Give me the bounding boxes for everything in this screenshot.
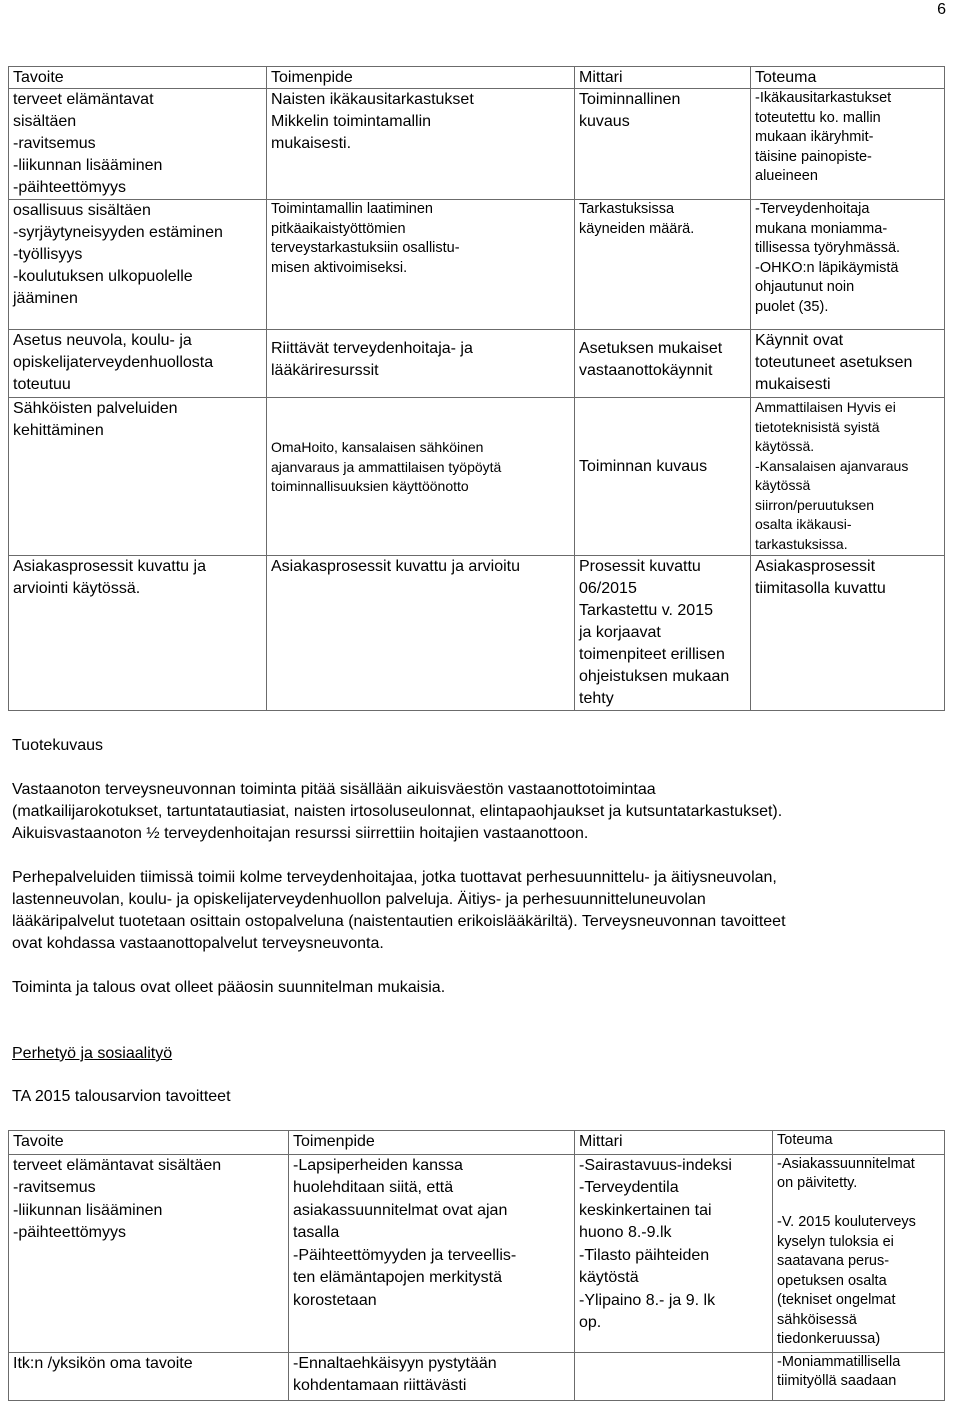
header-mittari: Mittari (575, 67, 751, 89)
table-row (9, 556, 945, 711)
paragraph: Vastaanoton terveysneuvonnan toiminta pitää sisällään aikuisväestön vastaanottotoimintaa (matkailijarokotukset, tartuntatautiasiat, naisten irtosoluseulonnat, elintapaohjaukset ja kutsuntatarkastukset). Aikuisvastaanoton ½ terveydenhoitajan resurssi siirrettiin hoitajien vastaanottoon. (12, 781, 783, 842)
cell-toteuma: -Ikäkausitarkastukset toteutettu ko. mallin mukaan ikäryhmit- täisine painopiste- alueineen (751, 89, 945, 200)
cell-mittari: Prosessit kuvattu 06/2015 Tarkastettu v. 2015 ja korjaavat toimenpiteet erillisen ohjeistuksen mukaan tehty (575, 556, 751, 711)
page-number: 6 (937, 1, 946, 18)
goals-table-1 (8, 66, 945, 711)
cell-toteuma: Käynnit ovat toteutuneet asetuksen mukaisesti (751, 330, 945, 398)
section-heading: Perhetyö ja sosiaalityö (12, 1045, 173, 1062)
cell-tavoite: terveet elämäntavat sisältäen -ravitsemus -liikunnan lisääminen -päihteettömyys (9, 89, 267, 200)
cell-mittari: Asetuksen mukaiset vastaanottokäynnit (575, 330, 751, 398)
table-row (9, 1154, 945, 1352)
cell-toimenpide: Asiakasprosessit kuvattu ja arvioitu (267, 556, 575, 711)
header-toteuma: Toteuma (773, 1131, 945, 1155)
paragraph: Toiminta ja talous ovat olleet pääosin suunnitelman mukaisia. (12, 979, 446, 996)
cell-tavoite: Itk:n /yksikön oma tavoite (9, 1352, 289, 1400)
cell-toimenpide: Naisten ikäkausitarkastukset Mikkelin toimintamallin mukaisesti. (267, 89, 575, 200)
cell-toimenpide: OmaHoito, kansalaisen sähköinen ajanvaraus ja ammattilaisen työpöytä toiminnallisuuksien käyttöönotto (267, 398, 575, 556)
subheading: TA 2015 talousarvion tavoitteet (12, 1088, 231, 1105)
cell-tavoite: terveet elämäntavat sisältäen -ravitsemus -liikunnan lisääminen -päihteettömyys (9, 1154, 289, 1352)
cell-tavoite: osallisuus sisältäen -syrjäytyneisyyden estäminen -työllisyys -koulutuksen ulkopuolelle jääminen (9, 200, 267, 330)
header-toimenpide: Toimenpide (267, 67, 575, 89)
cell-mittari: Toiminnan kuvaus (575, 398, 751, 556)
cell-toimenpide: -Ennaltaehkäisyyn pystytään kohdentamaan riittävästi (289, 1352, 575, 1400)
header-tavoite: Tavoite (9, 1131, 289, 1155)
cell-toimenpide: -Lapsiperheiden kanssa huolehditaan siitä, että asiakassuunnitelmat ovat ajan tasalla -Päihteettömyyden ja terveellis- ten elämäntapojen merkitystä korostetaan (289, 1154, 575, 1352)
header-toteuma: Toteuma (751, 67, 945, 89)
paragraph: Perhepalveluiden tiimissä toimii kolme terveydenhoitajaa, jotka tuottavat perhesuunnittelu- ja äitiysneuvolan, lastenneuvolan, koulu- ja opiskelijaterveydenhuollon palveluja. Äitiys- ja perhesuunnitteluneuvolan lääkäripalvelut tuotetaan osittain ostopalveluna (naistentautien erikoislääkäriltä). Terveysneuvonnan tavoitteet ovat kohdassa vastaanottopalvelut terveysneuvonta. (12, 869, 786, 952)
cell-toteuma: -Terveydenhoitaja mukana moniamma- tillisessa työryhmässä. -OHKO:n läpikäymistä ohjautunut noin puolet (35). (751, 200, 945, 330)
cell-toteuma: -Moniammatillisella tiimityöllä saadaan (773, 1352, 945, 1400)
table-header-row (9, 67, 945, 89)
table-row (9, 200, 945, 330)
header-tavoite: Tavoite (9, 67, 267, 89)
cell-tavoite: Sähköisten palveluiden kehittäminen (9, 398, 267, 556)
cell-tavoite: Asiakasprosessit kuvattu ja arviointi käytössä. (9, 556, 267, 711)
cell-toimenpide: Riittävät terveydenhoitaja- ja lääkäriresurssit (267, 330, 575, 398)
cell-toteuma: -Asiakassuunnitelmat on päivitetty. -V. 2015 kouluterveys kyselyn tuloksia ei saatavana perus- opetuksen osalta (tekniset ongelmat sähköisessä tiedonkeruussa) (773, 1154, 945, 1352)
table-row (9, 330, 945, 398)
table-row (9, 89, 945, 200)
section-title: Tuotekuvaus (12, 737, 104, 754)
cell-mittari: Tarkastuksissa käyneiden määrä. (575, 200, 751, 330)
header-toimenpide: Toimenpide (289, 1131, 575, 1155)
table-header-row (9, 1131, 945, 1155)
cell-toteuma: Asiakasprosessit tiimitasolla kuvattu (751, 556, 945, 711)
cell-tavoite: Asetus neuvola, koulu- ja opiskelijaterveydenhuollosta toteutuu (9, 330, 267, 398)
cell-toteuma: Ammattilaisen Hyvis ei tietoteknisistä syistä käytössä. -Kansalaisen ajanvaraus käytössä siirron/peruutuksen osalta ikäkausi- tarkastuksissa. (751, 398, 945, 556)
table-row (9, 398, 945, 556)
cell-mittari: Toiminnallinen kuvaus (575, 89, 751, 200)
cell-mittari: -Sairastavuus-indeksi -Terveydentila keskinkertainen tai huono 8.-9.lk -Tilasto päihteiden käytöstä -Ylipaino 8.- ja 9. lk op. (575, 1154, 773, 1352)
goals-table-2 (8, 1130, 945, 1401)
table-row (9, 1352, 945, 1400)
cell-mittari (575, 1352, 773, 1400)
cell-toimenpide: Toimintamallin laatiminen pitkäaikaistyöttömien terveystarkastuksiin osallistu- misen aktivoimiseksi. (267, 200, 575, 330)
header-mittari: Mittari (575, 1131, 773, 1155)
